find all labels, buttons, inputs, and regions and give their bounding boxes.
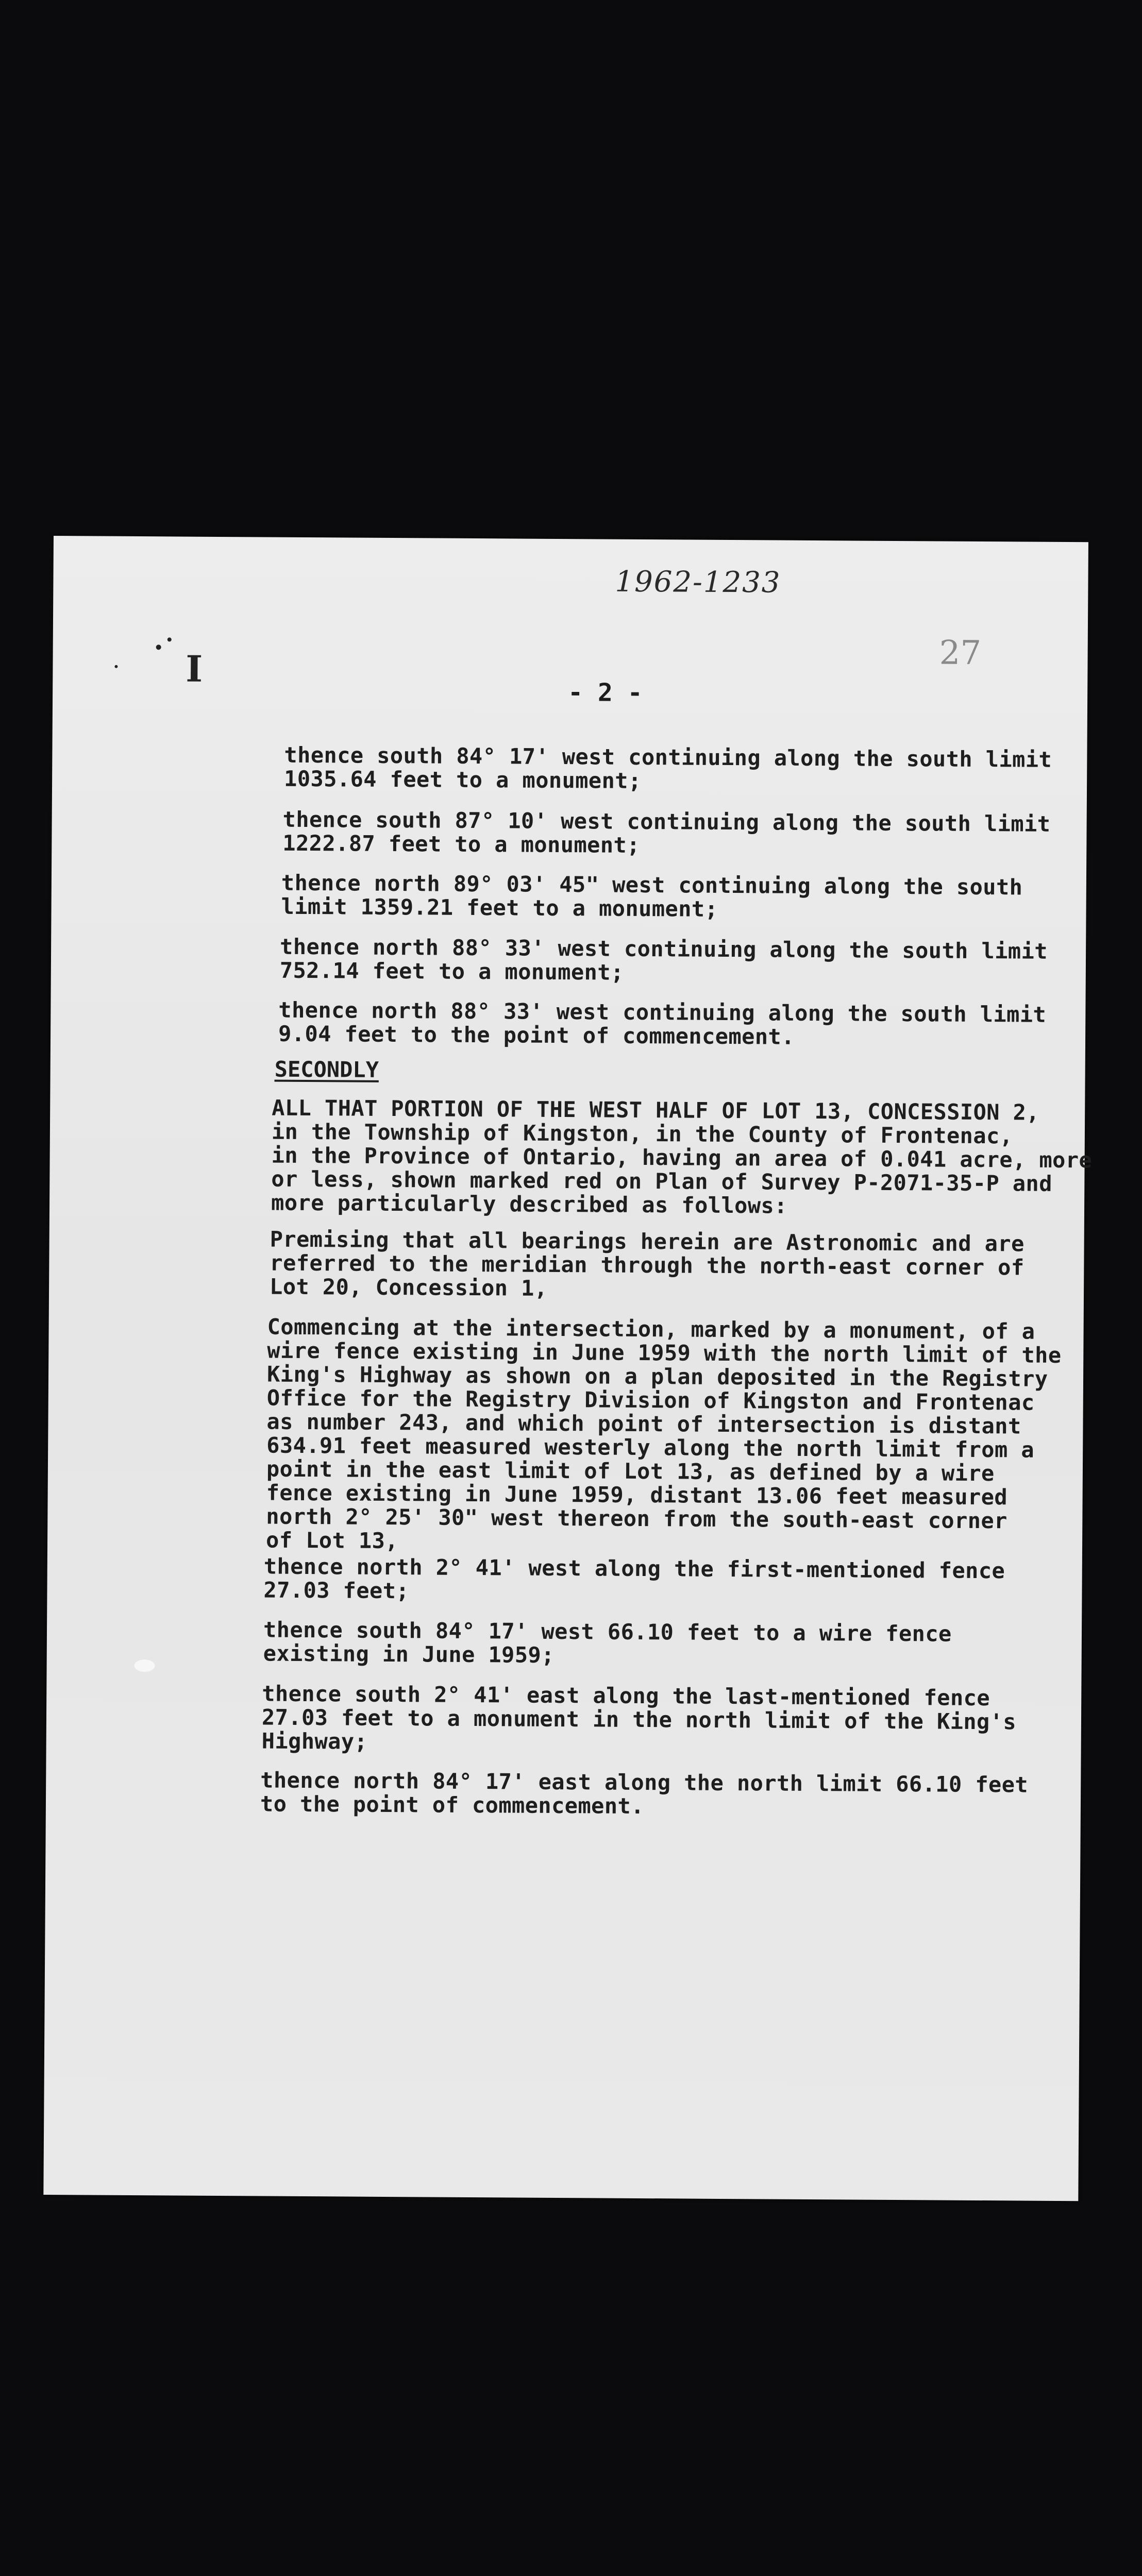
bearing-paragraph: thence north 88° 33' west continuing along the south limit 752.14 feet to a monument; <box>279 934 1048 985</box>
description-paragraph: thence north 84° 17' east along the north limit 66.10 feet to the point of commencement. <box>260 1767 1029 1819</box>
bearing-paragraph: thence south 84° 17' west continuing along the south limit 1035.64 feet to a monument; <box>283 742 1052 793</box>
margin-mark: I <box>186 647 203 690</box>
description-paragraph: thence north 2° 41' west along the first-mentioned fence 27.03 feet; <box>263 1553 1005 1604</box>
ink-speck <box>156 645 161 650</box>
bearing-paragraph: thence north 88° 33' west continuing along the south limit 9.04 feet to the point of commencement. <box>278 997 1047 1049</box>
document-page <box>43 536 1093 2201</box>
description-paragraph: Premising that all bearings herein are Astronomic and are referred to the meridian through the north-east corner of Lot 20, Concession 1, <box>269 1226 1025 1301</box>
page-number: - 2 - <box>567 678 643 707</box>
description-paragraph: thence south 84° 17' west 66.10 feet to a wire fence existing in June 1959; <box>263 1617 952 1668</box>
handwritten-file-number: 1962-1233 <box>615 565 781 600</box>
bearing-paragraph: thence north 89° 03' 45" west continuing along the south limit 1359.21 feet to a monument; <box>281 870 1023 922</box>
description-paragraph: thence south 2° 41' east along the last-mentioned fence 27.03 feet to a monument in the north limit of the King's Highway; <box>261 1681 1017 1754</box>
ink-speck <box>167 637 172 641</box>
bearing-paragraph: thence south 87° 10' west continuing along the south limit 1222.87 feet to a monument; <box>282 806 1051 858</box>
section-heading: SECONDLY <box>274 1056 379 1082</box>
description-paragraph: Commencing at the intersection, marked by a monument, of a wire fence existing in June 1959 with the north limit of the King's Highway as shown on a plan deposited in the Registry Office for the Registry Division of Kingston and Frontenac as number 243, and which point of intersection is distant 634.91 feet measured westerly along the north limit from a point in the east limit of Lot 13, as defined by a wire fence existing in June 1959, distant 13.06 feet measured north 2° 25' 30" west thereon from the south-east corner of Lot 13, <box>265 1314 1062 1554</box>
description-paragraph: ALL THAT PORTION OF THE WEST HALF OF LOT 13, CONCESSION 2, in the Township of Kingston, in the County of Frontenac, in the Province of Ontario, having an area of 0.041 acre, more or less, shown marked red on Plan of Survey P-2071-35-P and more particularly described as follows: <box>271 1095 1093 1218</box>
paper-blemish <box>135 1659 155 1672</box>
ink-speck <box>114 665 117 668</box>
folio-number: 27 <box>939 634 982 672</box>
